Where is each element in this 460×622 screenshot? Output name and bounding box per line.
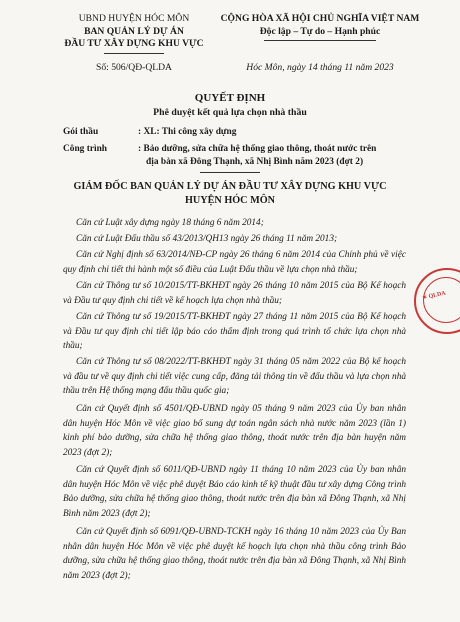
legal-basis-9: Căn cứ Quyết định số 6091/QĐ-UBND-TCKH ngày 16 tháng 10 năm 2023 của Ủy Ban nhân dân huyện Hóc Môn về việc phê duyệt kế hoạch lựa chọn nhà thầu công trình Bảo dưỡng, sửa chữa hệ thống giao thông, thoát nước trên địa bàn xã Đông Thạnh, xã Nhị Bình năm 2023 (đợt 2);	[63, 527, 406, 581]
project-label: Công trình	[63, 144, 108, 154]
legal-basis-5: Căn cứ Thông tư số 19/2015/TT-BKHĐT ngày 27 tháng 11 năm 2015 của Bộ Kế hoạch và Đầu tư quy định chi tiết lập báo cáo thẩm định trong quá trình tổ chức lựa chọn nhà thầu;	[63, 312, 406, 352]
left-header-rule	[104, 53, 164, 54]
national-motto: Độc lập – Tự do – Hạnh phúc	[259, 26, 381, 37]
national-title: CỘNG HÒA XÃ HỘI CHỦ NGHĨA VIỆT NAM	[220, 13, 420, 24]
document-title: QUYẾT ĐỊNH	[194, 92, 266, 104]
project-value-line1: : Bảo dưỡng, sửa chữa hệ thống giao thông, thoát nước trên	[138, 144, 377, 154]
document-number: Số: 506/QĐ-QLDA	[96, 62, 172, 73]
agency-parent: UBND HUYỆN HÓC MÔN	[78, 13, 190, 24]
legal-basis-3: Căn cứ Nghị định số 63/2014/NĐ-CP ngày 26 tháng 6 năm 2014 của Chính phủ về việc quy định chi tiết thi hành một số điều của Luật Đấu thầu về lựa chọn nhà thầu;	[63, 250, 406, 275]
right-header-rule	[264, 40, 376, 41]
agency-name-2: ĐẦU TƯ XÂY DỰNG KHU VỰC	[64, 38, 204, 49]
official-seal-mark: ✶ QLDA	[421, 290, 447, 302]
legal-basis-4: Căn cứ Thông tư số 10/2015/TT-BKHĐT ngày 26 tháng 10 năm 2015 của Bộ Kế hoạch và Đầu tư quy định chi tiết về kế hoạch lựa chọn nhà thầu;	[63, 281, 406, 306]
official-seal	[414, 268, 460, 334]
legal-basis-7: Căn cứ Quyết định số 4501/QĐ-UBND ngày 05 tháng 9 năm 2023 của Ủy ban nhân dân huyện Hóc Môn về việc giao bổ sung dự toán ngân sách nhà nước năm 2023 (lần 1) kinh phí bảo dưỡng, sửa chữa hệ thống giao thông, thoát nước trên địa bàn huyện năm 2023 (đợt 2);	[63, 404, 406, 458]
document-subtitle: Phê duyệt kết quả lựa chọn nhà thầu	[153, 107, 307, 118]
agency-name-1: BAN QUẢN LÝ DỰ ÁN	[84, 26, 184, 37]
document-date: Hóc Môn, ngày 14 tháng 11 năm 2023	[246, 62, 394, 73]
authority-line1: GIÁM ĐỐC BAN QUẢN LÝ DỰ ÁN ĐẦU TƯ XÂY DỰNG KHU VỰC	[73, 181, 387, 192]
authority-line2: HUYỆN HÓC MÔN	[185, 195, 275, 206]
package-value: : XL: Thi công xây dựng	[138, 127, 237, 137]
project-value-line2: địa bàn xã Đông Thạnh, xã Nhị Bình năm 2023 (đợt 2)	[146, 157, 364, 167]
legal-basis-1: Căn cứ Luật xây dựng ngày 18 tháng 6 năm 2014;	[76, 218, 264, 228]
title-rule	[200, 172, 260, 173]
legal-basis-6: Căn cứ Thông tư số 08/2022/TT-BKHĐT ngày 31 tháng 05 năm 2022 của Bộ kế hoạch và đầu tư về quy định chi tiết việc cung cấp, đăng tải thông tin về đấu thầu và lựa chọn nhà thầu trên Hệ thống mạng đấu thầu quốc gia;	[63, 357, 406, 397]
package-label: Gói thầu	[63, 127, 99, 137]
legal-basis-2: Căn cứ Luật Đấu thầu số 43/2013/QH13 ngày 26 tháng 11 năm 2013;	[76, 234, 338, 244]
legal-basis-8: Căn cứ Quyết định số 6011/QĐ-UBND ngày 11 tháng 10 năm 2023 của Ủy ban nhân dân huyện Hóc Môn về việc phê duyệt Báo cáo kinh tế kỹ thuật đầu tư xây dựng Công trình Bảo dưỡng, sửa chữa hệ thống giao thông, thoát nước trên địa bàn xã Đông Thạnh, xã Nhị Bình năm 2023 (đợt 2);	[63, 465, 406, 519]
